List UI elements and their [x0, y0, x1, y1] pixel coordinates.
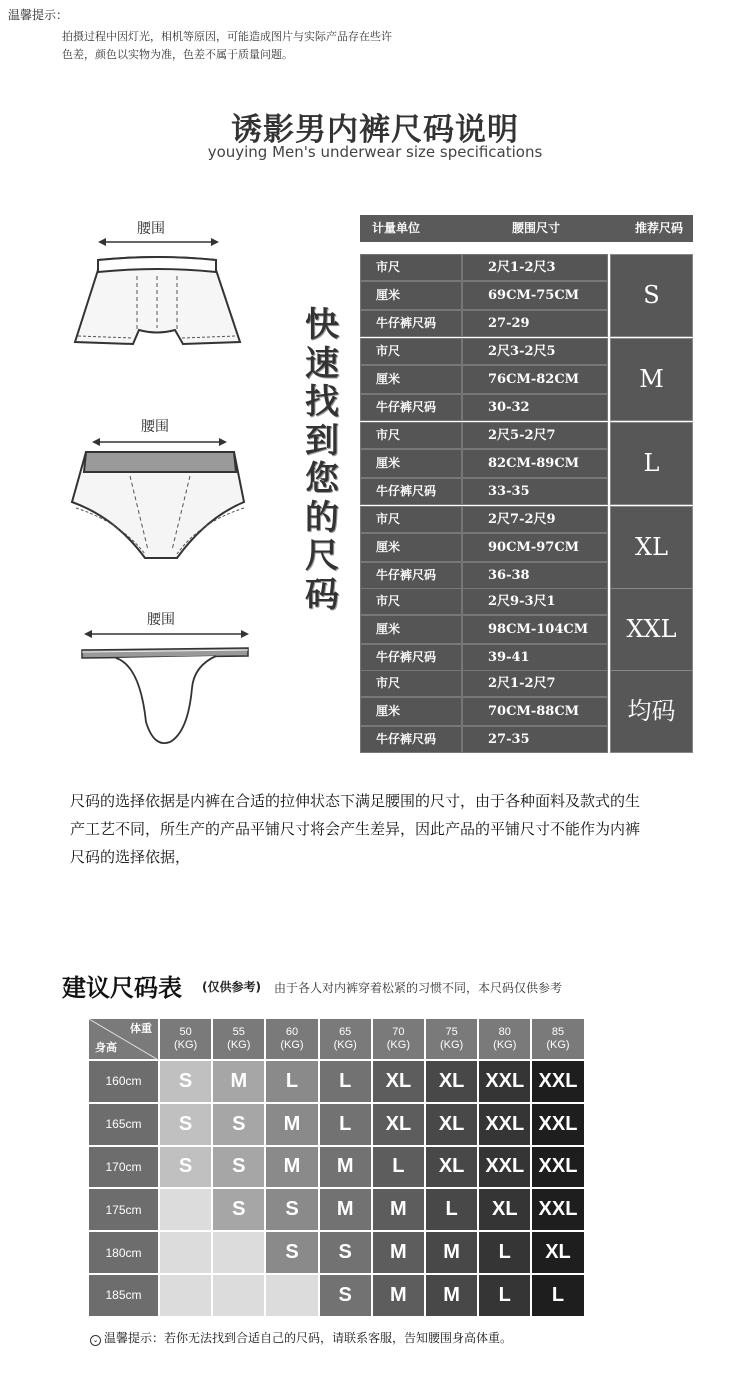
slogan-char: 的 [305, 497, 339, 538]
grid-corner [88, 1018, 159, 1060]
size-cell: L [531, 1274, 584, 1317]
size-cell: S [159, 1060, 212, 1103]
size-cell: M [425, 1231, 478, 1274]
weight-unit: (KG) [439, 1039, 464, 1051]
weight-value: 65 [339, 1026, 352, 1038]
size-cell: XL [478, 1188, 531, 1231]
size-cell: L [425, 1188, 478, 1231]
size-table-value: 2尺3-2尺5 [462, 338, 608, 365]
waist-label: 腰围 [141, 419, 169, 435]
size-table-unit: 牛仔裤尺码 [360, 310, 462, 337]
size-table-value: 30-32 [462, 394, 608, 421]
weight-header [531, 1018, 584, 1060]
recommend-description: 由于各人对内裤穿着松紧的习惯不同，本尺码仅供参考 [274, 981, 563, 995]
size-table-value: 70CM-88CM [462, 697, 608, 726]
weight-value: 85 [551, 1026, 565, 1038]
size-cell: L [319, 1103, 372, 1146]
size-cell: XL [425, 1146, 478, 1189]
size-table-value: 98CM-104CM [462, 615, 608, 644]
slogan-char: 快 [305, 305, 339, 345]
page-title: 诱影男内裤尺码说明 [231, 112, 519, 148]
waist-label: 腰围 [147, 612, 175, 628]
weight-header [425, 1018, 478, 1060]
size-cell: XXL [478, 1060, 531, 1103]
size-cell: XL [372, 1103, 425, 1146]
contact-tip-text: 温馨提示：若你无法找到合适自己的尺码，请联系客服，告知腰围身高体重。 [104, 1331, 513, 1345]
recommend-note: (仅供参考) [202, 980, 261, 994]
weight-value: 75 [445, 1026, 458, 1038]
size-table-unit: 市尺 [360, 254, 462, 281]
header-size: 推荐尺码 [635, 221, 684, 235]
height-label: 180cm [88, 1231, 159, 1274]
size-cell: XXL [478, 1103, 531, 1146]
size-table-unit: 市尺 [360, 422, 462, 449]
recommend-title: 建议尺码表 [62, 974, 182, 1002]
quick-find-slogan [302, 306, 342, 614]
size-table-value: 2尺1-2尺3 [462, 254, 608, 281]
size-table-unit: 厘米 [360, 615, 462, 644]
weight-value: 55 [232, 1026, 245, 1038]
weight-header [265, 1018, 318, 1060]
size-cell: XXL [531, 1188, 584, 1231]
size-cell: S [212, 1103, 265, 1146]
weight-unit: (KG) [227, 1039, 251, 1051]
size-table-unit: 市尺 [360, 338, 462, 365]
size-cell: M [372, 1188, 425, 1231]
size-table-value: 82CM-89CM [462, 449, 608, 478]
size-cell: M [372, 1231, 425, 1274]
size-cell: S [212, 1188, 265, 1231]
size-cell: S [319, 1274, 372, 1317]
size-cell: L [265, 1060, 318, 1103]
height-label: 165cm [88, 1103, 159, 1146]
thong-diagram [70, 622, 260, 752]
page-subtitle: youying Men's underwear size specifications [207, 143, 543, 161]
recommended-size: 均码 [610, 670, 693, 753]
size-cell: L [478, 1274, 531, 1317]
empty-cell [159, 1231, 212, 1274]
weight-value: 80 [498, 1026, 511, 1038]
size-table-unit: 市尺 [360, 588, 462, 615]
size-table-value: 69CM-75CM [462, 281, 608, 310]
empty-cell [265, 1274, 318, 1317]
explanation-line: 尺码的选择依据， [70, 848, 191, 866]
empty-cell [212, 1274, 265, 1317]
size-cell: XXL [531, 1146, 584, 1189]
size-cell: L [478, 1231, 531, 1274]
corner-height-label: 身高 [95, 1042, 117, 1054]
boxer-diagram [60, 232, 260, 377]
chevron-down-icon: ⌄ [90, 1335, 101, 1346]
size-cell: S [159, 1146, 212, 1189]
size-cell: S [159, 1103, 212, 1146]
size-table-unit: 牛仔裤尺码 [360, 644, 462, 671]
size-cell: S [265, 1188, 318, 1231]
slogan-char: 您 [305, 459, 339, 499]
size-table-value: 36-38 [462, 562, 608, 589]
slogan-char: 找 [305, 382, 339, 422]
empty-cell [159, 1188, 212, 1231]
recommended-size: XXL [610, 588, 693, 671]
size-table-value: 27-35 [462, 726, 608, 753]
size-table-unit: 厘米 [360, 697, 462, 726]
size-cell: XXL [478, 1146, 531, 1189]
size-table-value: 2尺7-2尺9 [462, 506, 608, 533]
weight-unit: (KG) [546, 1039, 570, 1051]
header-unit: 计量单位 [372, 221, 421, 235]
size-table-value: 27-29 [462, 310, 608, 337]
weight-header [372, 1018, 425, 1060]
weight-value: 60 [285, 1026, 299, 1038]
size-table-value: 2尺1-2尺7 [462, 670, 608, 697]
size-table-unit: 市尺 [360, 670, 462, 697]
size-table-value: 2尺9-3尺1 [462, 588, 608, 615]
size-table-value: 2尺5-2尺7 [462, 422, 608, 449]
slogan-char: 到 [305, 420, 339, 461]
size-table-unit: 牛仔裤尺码 [360, 726, 462, 753]
size-cell: M [212, 1060, 265, 1103]
size-cell: XL [425, 1103, 478, 1146]
size-table-unit: 牛仔裤尺码 [360, 478, 462, 505]
contact-tip [90, 1329, 512, 1346]
slogan-char: 码 [305, 574, 339, 615]
notice-line: 拍摄过程中因灯光，相机等原因，可能造成图片与实际产品存在些许 [62, 30, 392, 43]
weight-header [319, 1018, 372, 1060]
brief-diagram [60, 430, 260, 570]
explanation-line: 尺码的选择依据是内裤在合适的拉伸状态下满足腰围的尺寸，由于各种面料及款式的生 [70, 792, 641, 810]
empty-cell [159, 1274, 212, 1317]
recommended-size: L [610, 422, 693, 505]
size-table-value: 33-35 [462, 478, 608, 505]
size-cell: XL [425, 1060, 478, 1103]
size-table-value: 39-41 [462, 644, 608, 671]
weight-header [212, 1018, 265, 1060]
recommended-size: S [610, 254, 693, 337]
size-table-unit: 厘米 [360, 281, 462, 310]
size-cell: M [265, 1146, 318, 1189]
weight-value: 50 [179, 1026, 192, 1038]
height-label: 175cm [88, 1188, 159, 1231]
size-table-unit: 厘米 [360, 365, 462, 394]
size-cell: S [212, 1146, 265, 1189]
size-cell: XL [372, 1060, 425, 1103]
height-label: 160cm [88, 1060, 159, 1103]
size-table-unit: 牛仔裤尺码 [360, 394, 462, 421]
slogan-char: 速 [305, 343, 339, 384]
height-label: 185cm [88, 1274, 159, 1317]
size-cell: L [319, 1060, 372, 1103]
weight-unit: (KG) [493, 1039, 517, 1051]
size-cell: M [372, 1274, 425, 1317]
size-cell: XL [531, 1231, 584, 1274]
size-cell: M [319, 1188, 372, 1231]
size-cell: M [319, 1146, 372, 1189]
slogan-char: 尺 [305, 536, 339, 576]
size-cell: S [319, 1231, 372, 1274]
size-cell: M [425, 1274, 478, 1317]
size-table-unit: 厘米 [360, 533, 462, 562]
weight-unit: (KG) [386, 1039, 410, 1051]
empty-cell [212, 1231, 265, 1274]
recommended-size: M [610, 338, 693, 421]
size-cell: XXL [531, 1103, 584, 1146]
size-cell: XXL [531, 1060, 584, 1103]
size-table-header [360, 215, 693, 242]
size-table-value: 90CM-97CM [462, 533, 608, 562]
size-cell: L [372, 1146, 425, 1189]
weight-header [478, 1018, 531, 1060]
weight-header [159, 1018, 212, 1060]
size-table-unit: 厘米 [360, 449, 462, 478]
size-cell: S [265, 1231, 318, 1274]
size-explanation [70, 787, 690, 871]
size-table-unit: 市尺 [360, 506, 462, 533]
size-cell: M [265, 1103, 318, 1146]
corner-weight-label: 体重 [130, 1023, 152, 1035]
notice-line: 色差，颜色以实物为准，色差不属于质量问题。 [62, 48, 293, 61]
weight-unit: (KG) [333, 1039, 357, 1051]
waist-label: 腰围 [137, 221, 165, 237]
explanation-line: 产工艺不同，所生产的产品平铺尺寸将会产生差异，因此产品的平铺尺寸不能作为内裤 [70, 820, 641, 838]
weight-value: 70 [392, 1026, 405, 1038]
header-waist: 腰围尺寸 [512, 221, 561, 235]
notice-title: 温馨提示： [8, 8, 69, 22]
recommended-size: XL [610, 506, 693, 589]
weight-unit: (KG) [173, 1039, 198, 1051]
size-table-value: 76CM-82CM [462, 365, 608, 394]
weight-unit: (KG) [280, 1039, 304, 1051]
size-table-unit: 牛仔裤尺码 [360, 562, 462, 589]
height-label: 170cm [88, 1146, 159, 1189]
